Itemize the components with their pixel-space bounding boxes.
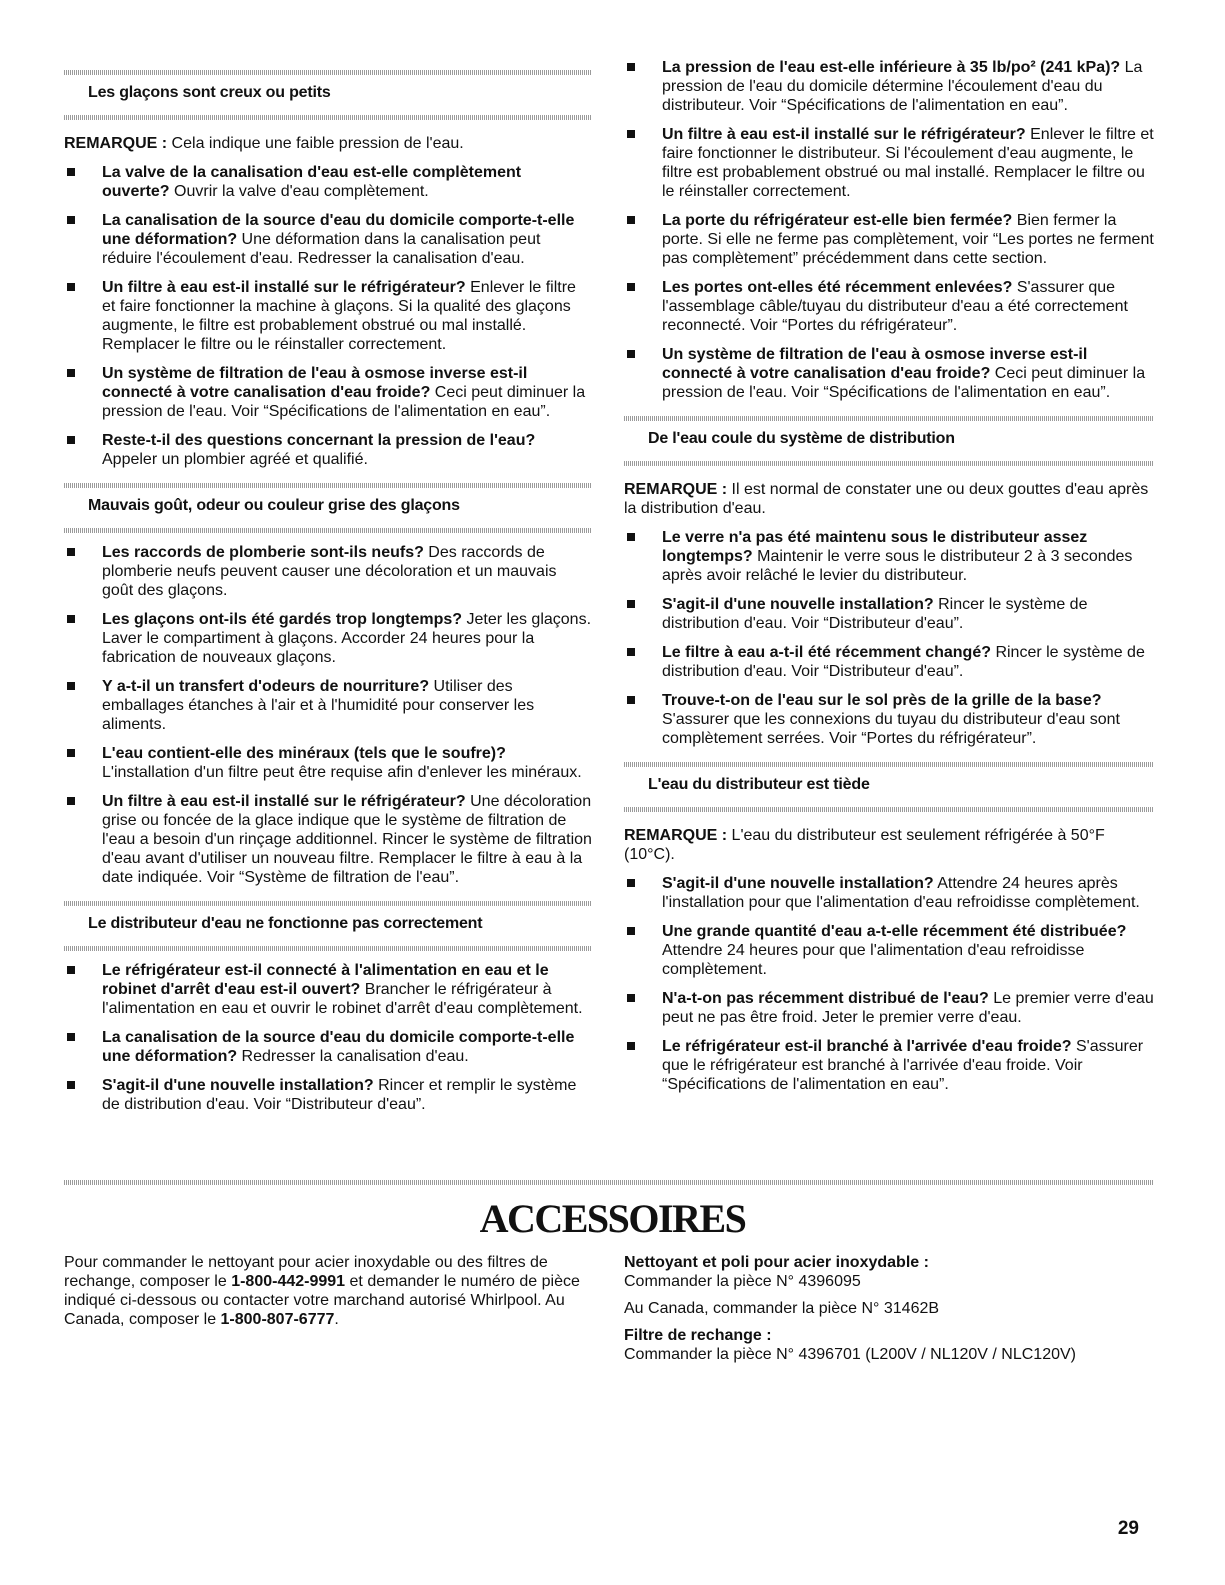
question: Les glaçons ont-ils été gardés trop longtemps? — [102, 611, 463, 628]
list-item — [64, 744, 592, 782]
answer: Rincer le système de distribution d'eau. Voir “Distributeur d'eau”. — [662, 644, 1145, 680]
question: Y a-t-il un transfert d'odeurs de nourriture? — [102, 678, 430, 695]
list-item — [624, 528, 1154, 585]
list-item — [64, 961, 592, 1018]
bullet-icon — [67, 1081, 75, 1089]
answer: Rincer et remplir le système de distribution d'eau. Voir “Distributeur d'eau”. — [102, 1077, 577, 1113]
list-item — [64, 211, 592, 268]
answer: Enlever le filtre et faire fonctionner la machine à glaçons. Si la qualité des glaçons augmente, le filtre est probablement obstrué ou mal installé. Remplacer le filtre ou le réinstaller correctement. — [102, 279, 576, 353]
bullet-icon — [67, 1033, 75, 1041]
list-item — [624, 922, 1154, 979]
right-column — [624, 58, 1154, 1094]
section-title: De l'eau coule du système de distribution — [648, 430, 955, 447]
list-item — [64, 163, 592, 201]
answer: Bien fermer la porte. Si elle ne ferme pas complètement, voir “Les portes ne ferment pas complètement” précédemment dans cette section. — [662, 212, 1154, 267]
section-bad-taste — [64, 483, 592, 887]
divider — [64, 1180, 1154, 1185]
divider — [64, 946, 592, 951]
question: Reste-t-il des questions concernant la pression de l'eau? — [102, 432, 536, 449]
answer: S'assurer que l'assemblage câble/tuyau du distributeur d'eau a été correctement reconnecté. Voir “Portes du réfrigérateur”. — [662, 279, 1128, 334]
cleaner-heading: Nettoyant et poli pour acier inoxydable : — [624, 1254, 929, 1271]
section-title: Le distributeur d'eau ne fonctionne pas correctement — [88, 915, 483, 932]
question: S'agit-il d'une nouvelle installation? — [662, 875, 934, 892]
list-item — [64, 278, 592, 354]
filter-heading: Filtre de rechange : — [624, 1327, 772, 1344]
divider — [64, 115, 592, 120]
list-item — [624, 125, 1154, 201]
bullet-icon — [67, 749, 75, 757]
bullet-icon — [627, 1042, 635, 1050]
answer: Une déformation dans la canalisation peut réduire l'écoulement d'eau. Redresser la canalisation d'eau. — [102, 231, 541, 267]
answer: Maintenir le verre sous le distributeur 2 à 3 secondes après avoir relâché le levier du distributeur. — [662, 548, 1133, 584]
list-item — [64, 431, 592, 469]
intro-text: Pour commander le nettoyant pour acier inoxydable ou des filtres de rechange, composer le — [64, 1254, 548, 1290]
bullet-icon — [627, 130, 635, 138]
bullet-icon — [627, 533, 635, 541]
section-water-leaks — [624, 416, 1154, 748]
filter-part: Commander la pièce N° 4396701 (L200V / NL120V / NLC120V) — [624, 1346, 1076, 1363]
question: S'agit-il d'une nouvelle installation? — [662, 596, 934, 613]
question: Trouve-t-on de l'eau sur le sol près de la grille de la base? — [662, 692, 1102, 709]
phone-us: 1-800-442-9991 — [231, 1273, 346, 1290]
section-title: Les glaçons sont creux ou petits — [88, 84, 331, 101]
left-column — [64, 62, 592, 1114]
answer: Ceci peut diminuer la pression de l'eau. Voir “Spécifications de l'alimentation en eau”. — [102, 384, 586, 420]
section-hollow-ice — [64, 70, 592, 469]
question: Un système de filtration de l'eau à osmose inverse est-il connecté à votre canalisation d'eau froide? — [102, 365, 528, 401]
answer: Le premier verre d'eau peut ne pas être froid. Jeter le premier verre d'eau. — [662, 990, 1154, 1026]
answer: Attendre 24 heures pour que l'alimentation d'eau refroidisse complètement. — [662, 942, 1085, 978]
bullet-icon — [67, 615, 75, 623]
bullet-icon — [627, 696, 635, 704]
question: Une grande quantité d'eau a-t-elle récemment été distribuée? — [662, 923, 1127, 940]
answer: Brancher le réfrigérateur à l'alimentation en eau et ouvrir le robinet d'arrêt d'eau complètement. — [102, 981, 583, 1017]
bullet-icon — [627, 600, 635, 608]
list-item — [624, 58, 1154, 115]
list-item — [64, 364, 592, 421]
question: Un filtre à eau est-il installé sur le réfrigérateur? — [662, 126, 1026, 143]
section-title: Mauvais goût, odeur ou couleur grise des glaçons — [88, 497, 460, 514]
list-item — [624, 874, 1154, 912]
note-text: Il est normal de constater une ou deux gouttes d'eau après la distribution d'eau. — [624, 481, 1149, 517]
note-label: REMARQUE : — [64, 135, 168, 152]
answer: La pression de l'eau du domicile détermine l'écoulement d'eau du distributeur. Voir “Spécifications de l'alimentation en eau”. — [662, 59, 1143, 114]
answer: Des raccords de plomberie neufs peuvent causer une décoloration et un mauvais goût des glaçons. — [102, 544, 557, 599]
list-item — [624, 211, 1154, 268]
note — [624, 826, 1154, 864]
list-item — [64, 1076, 592, 1114]
list-item — [64, 677, 592, 734]
question: Les raccords de plomberie sont-ils neufs? — [102, 544, 424, 561]
note-text: Cela indique une faible pression de l'eau. — [167, 135, 464, 152]
section-continued-items — [624, 58, 1154, 402]
question: Un système de filtration de l'eau à osmose inverse est-il connecté à votre canalisation d'eau froide? — [662, 346, 1088, 382]
bullet-icon — [627, 216, 635, 224]
cleaner-part-us: Commander la pièce N° 4396095 — [624, 1273, 861, 1290]
question: L'eau contient-elle des minéraux (tels que le soufre)? — [102, 745, 506, 762]
answer: Appeler un plombier agréé et qualifié. — [102, 451, 368, 468]
divider — [624, 807, 1154, 812]
bullet-icon — [67, 283, 75, 291]
list-item — [64, 543, 592, 600]
list-item — [64, 610, 592, 667]
bullet-icon — [67, 168, 75, 176]
answer: L'installation d'un filtre peut être requise afin d'enlever les minéraux. — [102, 764, 582, 781]
answer: Ouvrir la valve d'eau complètement. — [169, 183, 429, 200]
list-item — [64, 1028, 592, 1066]
accessories-intro — [64, 1253, 592, 1329]
question: Un filtre à eau est-il installé sur le réfrigérateur? — [102, 279, 466, 296]
list-item — [624, 345, 1154, 402]
divider — [624, 461, 1154, 466]
question: La pression de l'eau est-elle inférieure à 35 lb/po² (241 kPa)? — [662, 59, 1121, 76]
bullet-icon — [627, 350, 635, 358]
list-item — [624, 595, 1154, 633]
bullet-icon — [627, 63, 635, 71]
answer: S'assurer que le réfrigérateur est branché à l'arrivée d'eau froide. Voir “Spécifications de l'alimentation en eau”. — [662, 1038, 1144, 1093]
list-item — [624, 643, 1154, 681]
note-label: REMARQUE : — [624, 481, 728, 498]
question: Un filtre à eau est-il installé sur le réfrigérateur? — [102, 793, 466, 810]
question: Le verre n'a pas été maintenu sous le distributeur assez longtemps? — [662, 529, 1088, 565]
question: Le filtre à eau a-t-il été récemment changé? — [662, 644, 991, 661]
accessories-parts — [624, 1253, 1164, 1364]
bullet-icon — [67, 682, 75, 690]
intro-text: et demander le numéro de pièce indiqué ci-dessous ou contacter votre marchand autorisé Whirlpool. Au Canada, composer le — [64, 1273, 580, 1328]
note-text: L'eau du distributeur est seulement réfrigérée à 50°F (10°C). — [624, 827, 1105, 863]
section-water-warm — [624, 762, 1154, 1094]
bullet-icon — [627, 879, 635, 887]
note — [624, 480, 1154, 518]
question: La canalisation de la source d'eau du domicile comporte-t-elle une déformation? — [102, 212, 575, 248]
section-title: L'eau du distributeur est tiède — [648, 776, 870, 793]
bullet-icon — [627, 994, 635, 1002]
question: La valve de la canalisation d'eau est-elle complètement ouverte? — [102, 164, 522, 200]
answer: S'assurer que les connexions du tuyau du distributeur d'eau sont complètement serrées. Voir “Portes du réfrigérateur”. — [662, 711, 1120, 747]
page-number: 29 — [1117, 1518, 1139, 1539]
answer: Ceci peut diminuer la pression de l'eau. Voir “Spécifications de l'alimentation en eau”. — [662, 365, 1146, 401]
answer: Enlever le filtre et faire fonctionner le distributeur. Si l'écoulement d'eau augmente, le filtre est probablement obstrué ou mal installé. Remplacer le filtre ou le réinstaller correctement. — [662, 126, 1154, 200]
bullet-icon — [627, 648, 635, 656]
note-label: REMARQUE : — [624, 827, 728, 844]
bullet-icon — [627, 283, 635, 291]
note — [64, 134, 592, 153]
bullet-icon — [67, 548, 75, 556]
answer: Jeter les glaçons. Laver le compartiment à glaçons. Accorder 24 heures pour la fabrication de nouveaux glaçons. — [102, 611, 592, 666]
question: S'agit-il d'une nouvelle installation? — [102, 1077, 374, 1094]
intro-text: . — [334, 1311, 339, 1328]
bullet-icon — [627, 927, 635, 935]
answer: Attendre 24 heures après l'installation pour que l'alimentation d'eau refroidisse complètement. — [662, 875, 1140, 911]
list-item — [624, 691, 1154, 748]
question: La canalisation de la source d'eau du domicile comporte-t-elle une déformation? — [102, 1029, 575, 1065]
bullet-icon — [67, 216, 75, 224]
bullet-icon — [67, 797, 75, 805]
phone-canada: 1-800-807-6777 — [220, 1311, 335, 1328]
question: Les portes ont-elles été récemment enlevées? — [662, 279, 1013, 296]
list-item — [624, 278, 1154, 335]
bullet-icon — [67, 369, 75, 377]
question: Le réfrigérateur est-il connecté à l'alimentation en eau et le robinet d'arrêt d'eau est-il ouvert? — [102, 962, 549, 998]
answer: Utiliser des emballages étanches à l'air et à l'humidité pour conserver les aliments. — [102, 678, 535, 733]
section-dispenser-not-working — [64, 901, 592, 1114]
answer: Redresser la canalisation d'eau. — [237, 1048, 469, 1065]
question: N'a-t-on pas récemment distribué de l'eau? — [662, 990, 989, 1007]
bullet-icon — [67, 966, 75, 974]
bullet-icon — [67, 436, 75, 444]
list-item — [64, 792, 592, 887]
question: La porte du réfrigérateur est-elle bien fermée? — [662, 212, 1013, 229]
divider — [64, 528, 592, 533]
cleaner-part-canada: Au Canada, commander la pièce N° 31462B — [624, 1300, 940, 1317]
list-item — [624, 989, 1154, 1027]
answer: Une décoloration grise ou foncée de la glace indique que le système de filtration de l'eau a besoin d'un rinçage additionnel. Rincer le système de filtration d'eau avant d'utiliser un nouveau filtre. Remplacer le filtre à eau à la date indiquée. Voir “Système de filtration de l'eau”. — [102, 793, 592, 886]
list-item — [624, 1037, 1154, 1094]
question: Le réfrigérateur est-il branché à l'arrivée d'eau froide? — [662, 1038, 1072, 1055]
answer: Rincer le système de distribution d'eau. Voir “Distributeur d'eau”. — [662, 596, 1088, 632]
accessories-title: ACCESSOIRES — [479, 1196, 746, 1241]
